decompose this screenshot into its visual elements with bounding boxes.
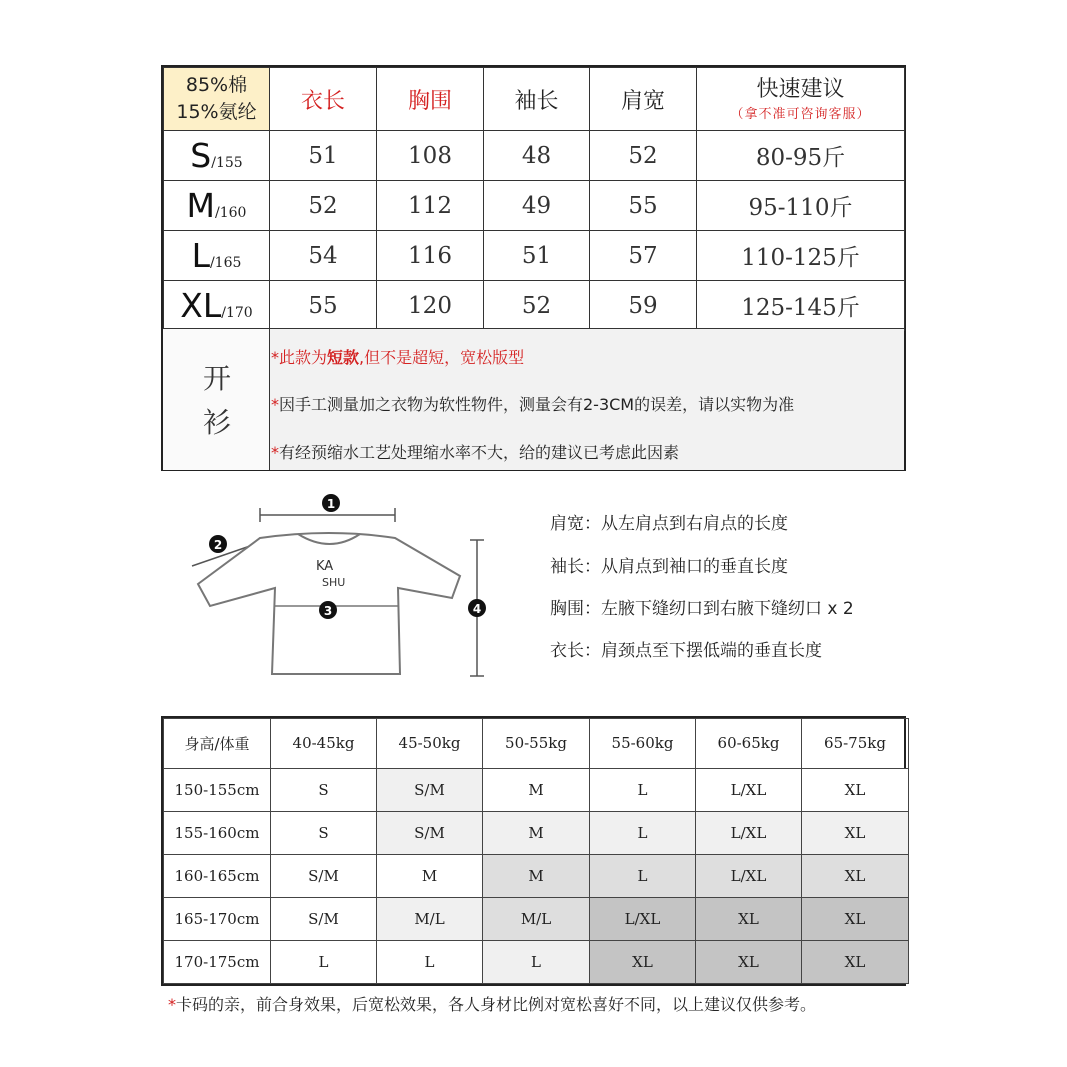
- rec-size: XL: [802, 854, 909, 897]
- rec-size: L: [271, 940, 377, 983]
- size-label: [164, 231, 270, 281]
- note-shrinkage-text: 有经预缩水工艺处理缩水率不大，给的建议已考虑此因素: [279, 443, 680, 462]
- size-height: /165: [209, 255, 242, 271]
- value-shoulder: 52: [590, 131, 697, 181]
- material-spandex: 15%氨纶: [176, 101, 257, 123]
- note-style-prefix: *此款为: [271, 348, 328, 367]
- material-cell: [164, 68, 270, 131]
- rec-size: L/XL: [696, 768, 802, 811]
- value-chest: 112: [377, 181, 484, 231]
- rec-size: S/M: [271, 854, 377, 897]
- note-style-bold: 短款: [327, 348, 360, 367]
- rec-row: [164, 811, 909, 854]
- rec-size: XL: [802, 940, 909, 983]
- size-letter: XL: [180, 286, 222, 325]
- footer-star: *: [168, 995, 176, 1014]
- definition-length: 衣长：肩颈点至下摆低端的垂直长度: [550, 641, 822, 661]
- marker-4-label: 4: [472, 602, 482, 616]
- advice-subtitle: （拿不准可咨询客服）: [730, 106, 871, 122]
- rec-weight-header: 40-45kg: [271, 719, 377, 769]
- rec-size: L: [590, 854, 696, 897]
- size-row-l: [164, 231, 905, 281]
- header-length: 衣长: [270, 68, 377, 131]
- garment-diagram: [180, 488, 510, 688]
- rec-header-row: [164, 719, 909, 769]
- value-length: 55: [270, 281, 377, 331]
- value-sleeve: 52: [484, 281, 590, 331]
- size-letter: L: [191, 236, 210, 275]
- value-weight: 125-145斤: [697, 281, 905, 331]
- definition-chest: 胸围：左腋下缝纫口到右腋下缝纫口 x 2: [550, 599, 854, 619]
- rec-size: L: [590, 811, 696, 854]
- value-weight: 110-125斤: [697, 231, 905, 281]
- rec-corner: 身高/体重: [164, 719, 271, 769]
- shirt-logo-bottom: SHU: [322, 576, 346, 589]
- rec-size: XL: [590, 940, 696, 983]
- material-cotton: 85%棉: [185, 74, 248, 96]
- value-length: 51: [270, 131, 377, 181]
- marker-1-label: 1: [326, 497, 336, 511]
- notes-section: [163, 328, 904, 470]
- rec-weight-header: 60-65kg: [696, 719, 802, 769]
- rec-size: S/M: [377, 768, 483, 811]
- value-weight: 80-95斤: [697, 131, 905, 181]
- rec-weight-header: 55-60kg: [590, 719, 696, 769]
- advice-title: 快速建议: [756, 76, 845, 102]
- rec-size: XL: [802, 811, 909, 854]
- rec-height: 155-160cm: [164, 811, 271, 854]
- rec-size: M: [377, 854, 483, 897]
- shirt-logo-top: KA: [316, 559, 334, 574]
- size-letter: M: [186, 186, 216, 225]
- rec-size: XL: [696, 897, 802, 940]
- footer-note: [168, 992, 816, 1015]
- marker-3-label: 3: [323, 604, 333, 618]
- size-height: /155: [211, 155, 243, 171]
- rec-size: S/M: [377, 811, 483, 854]
- garment-type-char-2: 衫: [203, 406, 232, 439]
- rec-size: S/M: [271, 897, 377, 940]
- size-row-xl: [164, 281, 905, 331]
- rec-row: [164, 940, 909, 983]
- value-length: 54: [270, 231, 377, 281]
- rec-size: L: [377, 940, 483, 983]
- size-label: [164, 131, 270, 181]
- rec-weight-header: 50-55kg: [483, 719, 590, 769]
- rec-weight-header: 45-50kg: [377, 719, 483, 769]
- header-advice: [697, 68, 905, 131]
- rec-size: M/L: [483, 897, 590, 940]
- rec-size: S: [271, 768, 377, 811]
- size-height: /170: [221, 305, 253, 321]
- size-letter: S: [190, 136, 212, 175]
- value-sleeve: 48: [484, 131, 590, 181]
- rec-height: 165-170cm: [164, 897, 271, 940]
- note-measurement: [271, 392, 794, 415]
- size-table: [161, 65, 906, 471]
- footer-note-text: 卡码的亲，前合身效果，后宽松效果，各人身材比例对宽松喜好不同，以上建议仅供参考。: [176, 995, 817, 1014]
- rec-size: XL: [802, 897, 909, 940]
- value-length: 52: [270, 181, 377, 231]
- size-table-header: [164, 68, 905, 131]
- value-chest: 116: [377, 231, 484, 281]
- rec-size: S: [271, 811, 377, 854]
- rec-size: L/XL: [696, 854, 802, 897]
- note-measurement-text: 因手工测量加之衣物为软性物件，测量会有2-3CM的误差，请以实物为准: [279, 395, 795, 414]
- definition-shoulder: 肩宽：从左肩点到右肩点的长度: [550, 514, 788, 534]
- note-style: [271, 345, 524, 368]
- rec-size: XL: [696, 940, 802, 983]
- note-shrinkage: [271, 440, 679, 463]
- marker-2-label: 2: [213, 538, 223, 552]
- rec-height: 150-155cm: [164, 768, 271, 811]
- rec-size: L/XL: [590, 897, 696, 940]
- note-star: *: [271, 395, 279, 414]
- header-sleeve: 袖长: [484, 68, 590, 131]
- value-chest: 108: [377, 131, 484, 181]
- rec-size: M: [483, 854, 590, 897]
- header-shoulder: 肩宽: [590, 68, 697, 131]
- value-shoulder: 55: [590, 181, 697, 231]
- rec-row: [164, 897, 909, 940]
- rec-size: L/XL: [696, 811, 802, 854]
- value-shoulder: 57: [590, 231, 697, 281]
- value-chest: 120: [377, 281, 484, 331]
- size-label: [164, 281, 270, 331]
- note-star: *: [271, 443, 279, 462]
- value-sleeve: 49: [484, 181, 590, 231]
- value-shoulder: 59: [590, 281, 697, 331]
- definition-sleeve: 袖长：从肩点到袖口的垂直长度: [550, 557, 788, 577]
- rec-size: L: [483, 940, 590, 983]
- value-sleeve: 51: [484, 231, 590, 281]
- rec-size: M/L: [377, 897, 483, 940]
- rec-height: 160-165cm: [164, 854, 271, 897]
- size-row-s: [164, 131, 905, 181]
- value-weight: 95-110斤: [697, 181, 905, 231]
- header-chest: 胸围: [377, 68, 484, 131]
- rec-weight-header: 65-75kg: [802, 719, 909, 769]
- rec-height: 170-175cm: [164, 940, 271, 983]
- rec-size: M: [483, 811, 590, 854]
- rec-row: [164, 854, 909, 897]
- garment-type-char-1: 开: [203, 362, 232, 395]
- rec-row: [164, 768, 909, 811]
- rec-size: M: [483, 768, 590, 811]
- recommendation-table: [161, 716, 906, 986]
- note-style-suffix: ,但不是超短，宽松版型: [359, 348, 525, 367]
- size-label: [164, 181, 270, 231]
- rec-size: L: [590, 768, 696, 811]
- garment-type-label: [163, 329, 270, 470]
- rec-size: XL: [802, 768, 909, 811]
- size-height: /160: [215, 205, 247, 221]
- size-row-m: [164, 181, 905, 231]
